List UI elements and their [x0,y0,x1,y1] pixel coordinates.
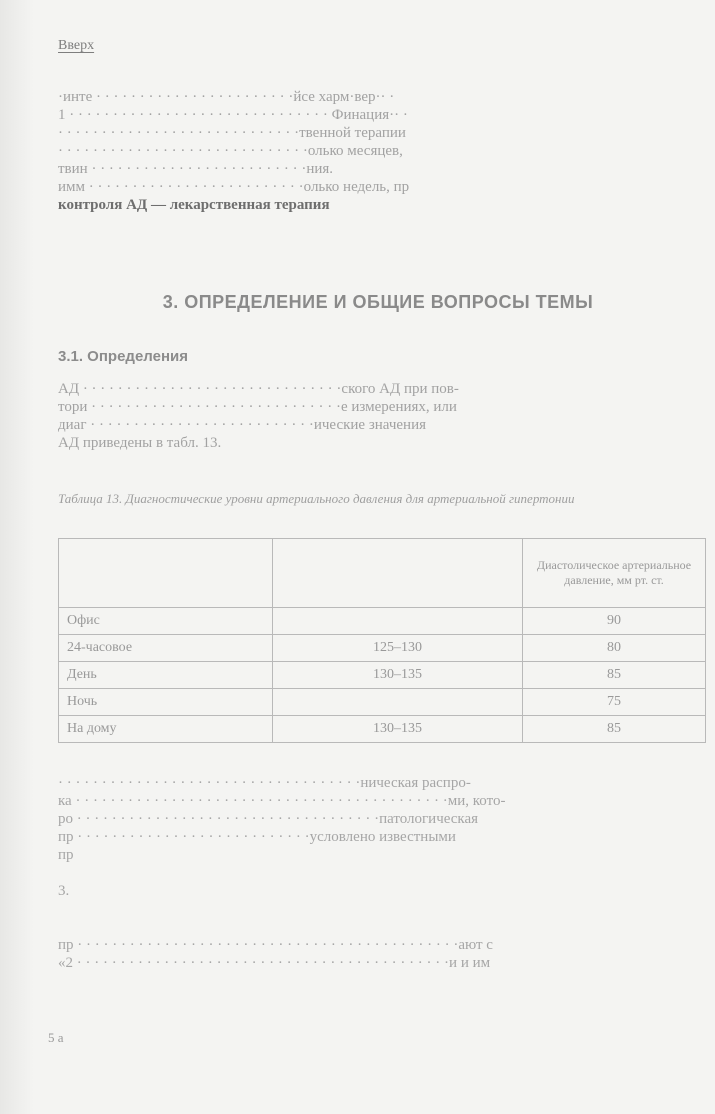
table-header-row [59,539,706,608]
text-line: АД · · · · · · · · · · · · · · · · · · · · · · · · · · · · · ·ского АД при пов- [58,381,459,397]
text-line: твин · · · · · · · · · · · · · · · · · · · · · · · · ·ния. [58,161,334,177]
text-line: · · · · · · · · · · · · · · · · · · · · · · · · · · · · ·олько месяцев, [58,143,403,159]
book-spine-shadow [0,0,34,1114]
table-cell: Ночь [59,689,273,716]
table-cell: 90 [523,608,706,635]
table-caption: Таблица 13. Диагностические уровни артериального давления для артериальной гипертонии [58,491,575,506]
table-cell [272,608,522,635]
table-row [59,716,706,743]
text-line: 3. [58,883,70,899]
table-cell: На дому [59,716,273,743]
table-cell: 75 [523,689,706,716]
text-line: · · · · · · · · · · · · · · · · · · · · · · · · · · · ·твенной терапии [58,125,406,141]
text-line: ·инте · · · · · · · · · · · · · · · · · · · · · · ·йсе харм·вер·· · [58,89,395,105]
text-line: тори · · · · · · · · · · · · · · · · · · · · · · · · · · · · ·е измерениях, или [58,399,457,415]
table-cell: 125–130 [272,635,522,662]
section-title: 3. ОПРЕДЕЛЕНИЕ И ОБЩИЕ ВОПРОСЫ ТЕМЫ [162,292,594,312]
table-row [59,689,706,716]
table-cell: 24-часовое [59,635,273,662]
subsection-heading: 3.1. Определения [58,348,188,365]
text-line: пр [58,847,74,863]
table-cell: День [59,662,273,689]
table-row [59,635,706,662]
text-line: ка · · · · · · · · · · · · · · · · · · · · · · · · · · · · · · · · · · · · · · · · · · ·ми, кото- [58,793,506,809]
text-line: ро · · · · · · · · · · · · · · · · · · · · · · · · · · · · · · · · · · ·патологическая [58,811,479,827]
document-page [48,30,698,1100]
table-cell [272,689,522,716]
table-header-cell [272,539,522,608]
text-line: контроля АД — лекарственная терапия [58,197,330,213]
table-cell: 85 [523,716,706,743]
text-line: пр · · · · · · · · · · · · · · · · · · · · · · · · · · ·условлено известными [58,829,456,845]
page-number: 5 а [48,1030,64,1045]
table-row [59,662,706,689]
text-line: АД приведены в табл. 13. [58,435,222,451]
table-cell: 85 [523,662,706,689]
running-head: Вверх [58,38,95,53]
text-line: 1 · · · · · · · · · · · · · · · · · · · · · · · · · · · · · · Финация·· · [58,107,408,123]
table-header-cell [59,539,273,608]
text-line: имм · · · · · · · · · · · · · · · · · · · · · · · · ·олько недель, пр [58,179,410,195]
text-line: · · · · · · · · · · · · · · · · · · · · · · · · · · · · · · · · · · ·ническая распро- [58,775,471,791]
table-cell: Офис [59,608,273,635]
table-row [59,608,706,635]
text-line: диаг · · · · · · · · · · · · · · · · · · · · · · · · · ·ические значения [58,417,426,433]
table-header-cell: Диастолическое артериальное давление, мм рт. ст. [523,539,706,608]
table-cell: 130–135 [272,662,522,689]
text-line: «2 · · · · · · · · · · · · · · · · · · · · · · · · · · · · · · · · · · · · · · · · · · ·и и им [58,955,491,971]
bp-levels-table [58,538,706,743]
text-line: пр · · · · · · · · · · · · · · · · · · · · · · · · · · · · · · · · · · · · · · · · · · · ·ают с [58,937,493,953]
table-cell: 130–135 [272,716,522,743]
table-cell: 80 [523,635,706,662]
